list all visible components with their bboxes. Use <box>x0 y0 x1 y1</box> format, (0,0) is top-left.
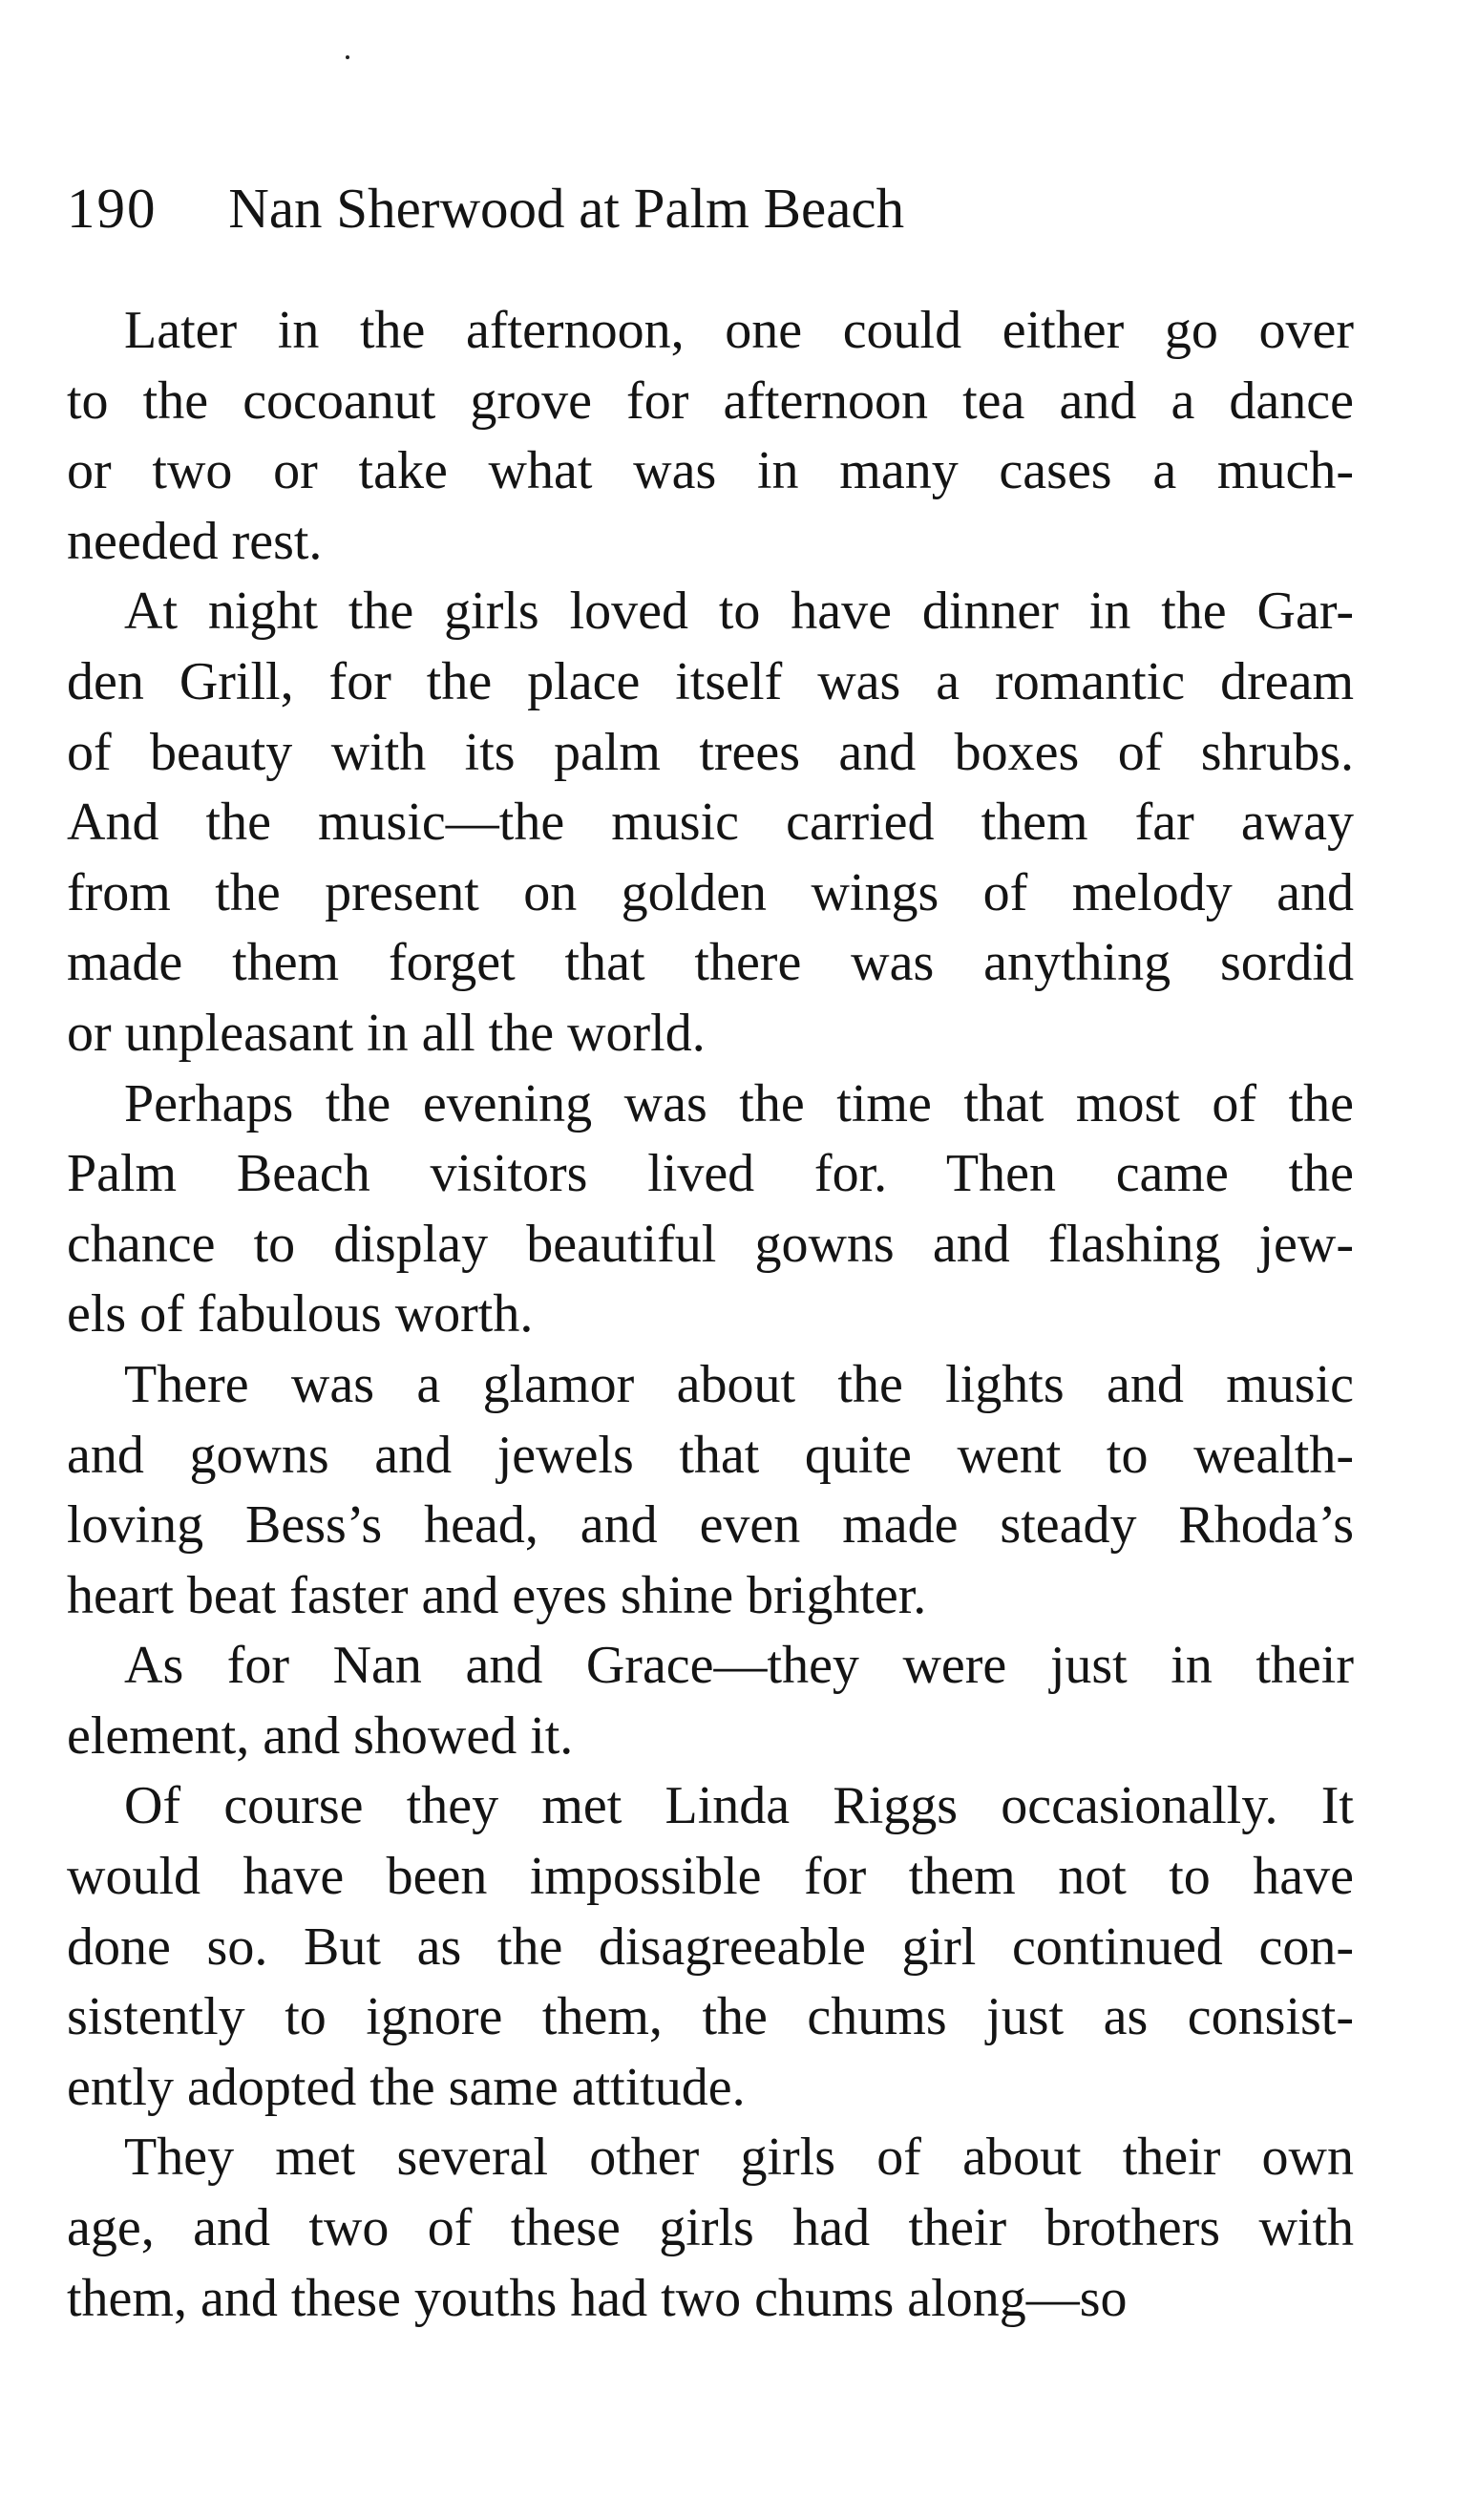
text-line: element, and showed it. <box>67 1705 574 1766</box>
text-line: to the cocoanut grove for afternoon tea and a dance <box>67 371 1354 431</box>
text-line: or two or take what was in many cases a much- <box>67 441 1354 501</box>
text-line: And the music—the music carried them far away <box>67 793 1354 853</box>
running-head <box>67 170 1365 246</box>
text-line: Palm Beach visitors lived for. Then came the <box>67 1144 1354 1204</box>
paragraph <box>67 2123 1354 2334</box>
text-line: As for Nan and Grace—they were just in their <box>124 1636 1354 1696</box>
text-line: At night the girls loved to have dinner in the Gar- <box>124 582 1354 642</box>
text-line: from the present on golden wings of melody and <box>67 862 1354 922</box>
text-line: There was a glamor about the lights and music <box>124 1354 1354 1414</box>
text-line: Perhaps the evening was the time that most of the <box>124 1073 1354 1133</box>
text-line: or unpleasant in all the world. <box>67 1003 706 1063</box>
text-line: and gowns and jewels that quite went to wealth- <box>67 1425 1354 1485</box>
paragraph <box>67 1069 1354 1350</box>
text-line: ently adopted the same attitude. <box>67 2057 746 2117</box>
text-line: els of fabulous worth. <box>67 1284 534 1345</box>
text-line: heart beat faster and eyes shine brighter. <box>67 1565 927 1625</box>
running-title: Nan Sherwood at Palm Beach <box>228 177 905 240</box>
page-number: 190 <box>67 177 158 240</box>
text-line: chance to display beautiful gowns and flashing jew- <box>67 1214 1354 1274</box>
body-text <box>67 296 1354 2334</box>
text-line: done so. But as the disagreeable girl continued con- <box>67 1916 1354 1977</box>
text-line: loving Bess’s head, and even made steady Rhoda’s <box>67 1495 1354 1556</box>
text-line: age, and two of these girls had their brothers with <box>67 2198 1354 2258</box>
paragraph <box>67 1771 1354 2123</box>
paragraph <box>67 296 1354 577</box>
text-line: sistently to ignore them, the chums just as consist- <box>67 1987 1354 2047</box>
paragraph <box>67 1631 1354 1771</box>
text-line: den Grill, for the place itself was a romantic dream <box>67 651 1354 711</box>
ink-speck <box>346 55 349 59</box>
text-line: of beauty with its palm trees and boxes of shrubs. <box>67 722 1354 782</box>
text-line: them, and these youths had two chums along—so <box>67 2268 1128 2328</box>
paragraph <box>67 577 1354 1069</box>
text-line: made them forget that there was anything sordid <box>67 933 1354 993</box>
paragraph <box>67 1350 1354 1631</box>
text-line: needed rest. <box>67 511 323 571</box>
text-line: would have been impossible for them not to have <box>67 1847 1354 1907</box>
text-line: They met several other girls of about their own <box>124 2128 1354 2188</box>
text-line: Later in the afternoon, one could either go over <box>124 301 1354 360</box>
text-line: Of course they met Linda Riggs occasionally. It <box>124 1776 1354 1836</box>
